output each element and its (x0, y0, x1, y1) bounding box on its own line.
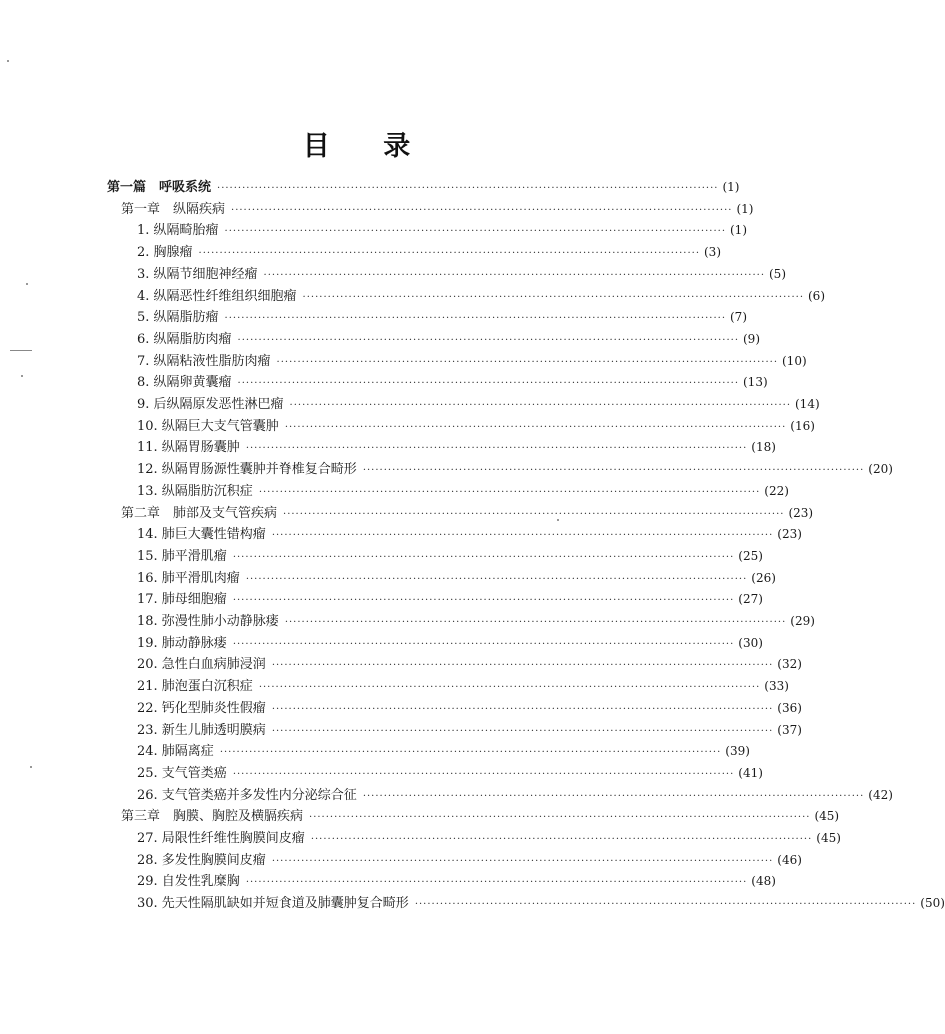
toc-entry (137, 588, 763, 610)
toc-page-number: (37) (777, 722, 802, 737)
toc-entry-title: 22. 钙化型肺炎性假瘤 (137, 700, 266, 716)
toc-entry-title: 13. 纵隔脂肪沉积症 (137, 483, 253, 499)
toc-entry-title: 26. 支气管类癌并多发性内分泌综合征 (137, 787, 357, 803)
toc-entry-title: 6. 纵隔脂肪肉瘤 (137, 331, 232, 347)
toc-entry-title: 30. 先天性隔肌缺如并短食道及肺囊肿复合畸形 (137, 896, 409, 912)
toc-page-number: (6) (808, 288, 825, 303)
toc-entry (137, 610, 815, 632)
dot-leader: ························································································································ (271, 660, 774, 672)
dot-leader: ························································································································ (271, 530, 774, 542)
dot-leader: ························································································································ (232, 638, 735, 650)
dot-leader: ························································································································ (219, 747, 722, 759)
dot-leader: ························································································································ (224, 226, 726, 238)
toc-entry (137, 545, 763, 567)
dot-leader: ························································································································ (271, 855, 774, 867)
toc-entry (137, 393, 820, 415)
toc-entry (137, 740, 750, 762)
scan-speck (7, 60, 9, 62)
toc-entry-title: 3. 纵隔节细胞神经瘤 (137, 266, 258, 282)
toc-entry-title: 11. 纵隔胃肠囊肿 (137, 440, 240, 456)
toc-page-number: (3) (704, 245, 721, 260)
toc-entry (137, 784, 893, 806)
toc-page-number: (23) (777, 527, 802, 542)
toc-page-number: (10) (782, 353, 807, 368)
toc-page-number: (45) (816, 831, 841, 845)
toc-part (107, 176, 740, 198)
dot-leader: ························································································································ (271, 703, 774, 715)
toc-entry (137, 697, 802, 719)
dot-leader: ························································································································ (263, 269, 765, 281)
dot-leader: ························································································································ (224, 313, 726, 325)
toc-page-number: (25) (738, 548, 763, 563)
toc-page-number: (1) (730, 223, 747, 238)
toc-entry (137, 350, 807, 372)
toc-page-number: (16) (790, 418, 815, 433)
toc-page-number: (1) (736, 201, 754, 216)
toc-entry (137, 306, 747, 328)
toc-page-number: (5) (769, 266, 786, 281)
toc-entry-title: 21. 肺泡蛋白沉积症 (137, 679, 253, 695)
toc-page-number: (30) (738, 635, 763, 650)
toc-entry (137, 632, 763, 654)
dot-leader: ························································································································ (217, 183, 719, 194)
toc-page-number: (13) (743, 375, 768, 390)
toc-entry-title: 15. 肺平滑肌瘤 (137, 548, 227, 564)
scan-mark (10, 350, 32, 351)
dot-leader: ························································································································ (309, 812, 811, 824)
toc-page-number: (27) (738, 592, 763, 607)
toc-entry-title: 第一篇 呼吸系统 (107, 180, 212, 195)
toc-entry-title: 16. 肺平滑肌肉瘤 (137, 570, 240, 586)
dot-leader: ························································································································ (232, 768, 735, 780)
toc-entry-title: 20. 急性白血病肺浸润 (137, 657, 266, 673)
toc-chapter (121, 198, 754, 220)
dot-leader: ························································································································ (231, 204, 733, 216)
toc-page-number: (26) (751, 570, 776, 585)
toc-chapter (121, 805, 840, 827)
toc-entry (137, 719, 802, 741)
scan-speck (21, 375, 23, 377)
dot-leader: ························································································································ (232, 551, 735, 563)
toc-entry (137, 849, 802, 871)
toc-entry (137, 480, 789, 502)
toc-entry-title: 24. 肺隔离症 (137, 744, 214, 760)
dot-leader: ························································································································ (245, 573, 748, 585)
toc-entry-title: 12. 纵隔胃肠源性囊肿并脊椎复合畸形 (137, 462, 357, 478)
toc-entry (137, 415, 815, 437)
scan-speck (26, 283, 28, 285)
dot-leader: ························································································································ (245, 877, 748, 889)
toc-page-number: (29) (790, 614, 815, 628)
toc-entry (137, 567, 776, 589)
toc-page-number: (7) (730, 310, 747, 325)
page-title: 目 录 (302, 131, 433, 162)
dot-leader: ························································································································ (237, 334, 739, 346)
dot-leader: ························································································································ (362, 465, 865, 477)
toc-page-number: (50) (920, 896, 945, 911)
toc-chapter (121, 502, 814, 524)
dot-leader: ························································································································ (289, 400, 791, 411)
toc-entry (137, 371, 768, 393)
toc-entry (137, 870, 776, 892)
dot-leader: ························································································································ (284, 421, 787, 433)
toc-page-number: (23) (788, 505, 814, 520)
toc-entry-title: 1. 纵隔畸胎瘤 (137, 223, 219, 239)
toc-page-number: (39) (725, 744, 750, 759)
scan-speck (30, 766, 32, 768)
toc-page-number: (22) (764, 483, 789, 498)
scan-speck (557, 519, 559, 521)
dot-leader: ························································································································ (283, 508, 785, 520)
toc-page-number: (36) (777, 700, 802, 715)
toc-page-number: (41) (738, 765, 763, 780)
toc-entry (137, 285, 825, 307)
toc-entry-title: 4. 纵隔恶性纤维组织细胞瘤 (137, 288, 297, 304)
dot-leader: ························································································································ (258, 682, 761, 694)
toc-entry (137, 458, 893, 480)
toc-entry (137, 241, 721, 263)
dot-leader: ························································································································ (232, 595, 735, 607)
toc-entry (137, 892, 945, 914)
toc-entry-title: 第二章 肺部及支气管疾病 (121, 505, 278, 521)
toc-entry-title: 9. 后纵隔原发恶性淋巴瘤 (137, 397, 284, 412)
toc-page-number: (46) (777, 852, 802, 867)
toc-page-number: (48) (751, 874, 776, 889)
toc-page-number: (14) (795, 397, 820, 411)
toc-entry-title: 29. 自发性乳糜胸 (137, 874, 240, 890)
toc-entry-title: 18. 弥漫性肺小动静脉瘘 (137, 614, 279, 629)
dot-leader: ························································································································ (302, 291, 804, 303)
toc-entry-title: 19. 肺动静脉瘘 (137, 635, 227, 651)
toc-entry (137, 436, 776, 458)
toc-entry-title: 2. 胸腺瘤 (137, 245, 193, 261)
toc-entry-title: 10. 纵隔巨大支气管囊肿 (137, 418, 279, 434)
toc-page-number: (45) (814, 809, 840, 824)
toc-entry (137, 523, 802, 545)
dot-leader: ························································································································ (414, 899, 917, 911)
toc-entry-title: 25. 支气管类癌 (137, 765, 227, 781)
dot-leader: ························································································································ (271, 725, 774, 737)
dot-leader: ························································································································ (362, 790, 865, 802)
toc-page-number: (18) (751, 440, 776, 455)
toc-page-number: (9) (743, 331, 760, 346)
toc-page-number: (1) (722, 180, 740, 194)
dot-leader: ························································································································ (284, 617, 787, 628)
toc-page-number: (33) (764, 679, 789, 694)
toc-entry-title: 14. 肺巨大囊性错构瘤 (137, 527, 266, 543)
toc-entry-title: 5. 纵隔脂肪瘤 (137, 310, 219, 326)
toc-page-number: (42) (868, 787, 893, 802)
toc-entry (137, 328, 760, 350)
toc-entry (137, 219, 747, 241)
dot-leader: ························································································································ (198, 248, 700, 260)
toc-entry-title: 8. 纵隔卵黄囊瘤 (137, 375, 232, 391)
toc-entry-title: 27. 局限性纤维性胸膜间皮瘤 (137, 831, 305, 846)
toc-entry-title: 第一章 纵隔疾病 (121, 201, 226, 217)
dot-leader: ························································································································ (237, 378, 739, 390)
toc-entry (137, 653, 802, 675)
toc-entry-title: 28. 多发性胸膜间皮瘤 (137, 852, 266, 868)
toc-entry (137, 827, 841, 849)
toc-entry (137, 263, 786, 285)
toc-entry-title: 第三章 胸膜、胸腔及横膈疾病 (121, 809, 304, 825)
toc-page-number: (32) (777, 657, 802, 672)
toc-entry (137, 762, 763, 784)
toc-entry-title: 23. 新生儿肺透明膜病 (137, 722, 266, 738)
toc-entry (137, 675, 789, 697)
toc-entry-title: 17. 肺母细胞瘤 (137, 592, 227, 608)
toc-entry-title: 7. 纵隔粘液性脂肪肉瘤 (137, 353, 271, 369)
dot-leader: ························································································································ (245, 443, 748, 455)
dot-leader: ························································································································ (276, 356, 778, 368)
toc-page-number: (20) (868, 462, 893, 477)
dot-leader: ························································································································ (310, 834, 813, 845)
dot-leader: ························································································································ (258, 486, 761, 498)
